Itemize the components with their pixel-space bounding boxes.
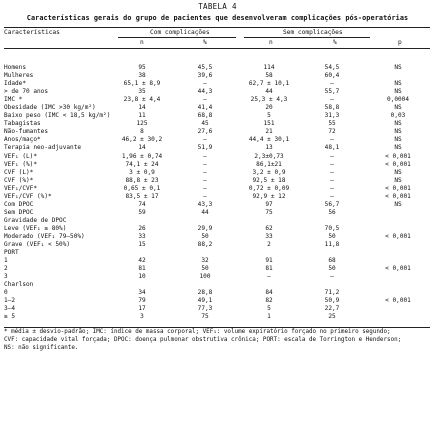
row-label-cell: CVF (%)*	[4, 176, 34, 184]
p-value-cell	[366, 209, 430, 217]
table-row	[4, 257, 430, 265]
p-value-cell: < 0,001	[385, 297, 411, 305]
row-label-cell: VEF₁ (L)*	[4, 152, 38, 160]
table-title: TABELA 4	[198, 2, 237, 11]
row-label-cell: Charlson	[4, 281, 34, 289]
n-with-cell: 42	[138, 257, 146, 265]
header-pct-with: %	[203, 39, 207, 46]
row-label-cell: Grave (VEF₁ < 50%)	[4, 241, 71, 249]
table-row	[4, 289, 430, 297]
n-without-cell: 92,5 ± 18	[252, 176, 286, 184]
n-with-cell: 95	[138, 64, 146, 71]
table-row	[4, 161, 430, 169]
row-label-cell: ≥ 5	[4, 313, 16, 321]
row-label-cell: 1–2	[4, 297, 16, 305]
with-complications-rule	[118, 37, 236, 38]
p-value-cell: < 0,001	[385, 152, 411, 160]
table-row	[4, 265, 430, 273]
table-row	[4, 297, 430, 305]
header-characteristic: Características	[4, 29, 60, 36]
pct-with-cell: –	[203, 152, 207, 160]
row-label-cell: Tabagistas	[4, 120, 41, 128]
pct-without-cell: –	[330, 136, 334, 144]
n-with-cell: 125	[136, 120, 148, 128]
pct-without-cell: –	[330, 184, 334, 192]
row-label-cell: Leve (VEF₁ ≥ 80%)	[4, 224, 67, 232]
row-label-cell: VEF₁ (%)*	[4, 160, 38, 168]
pct-with-cell: 77,3	[197, 305, 213, 313]
pct-without-cell: 50	[328, 265, 336, 273]
p-value-cell	[366, 249, 430, 257]
pct-with-cell: –	[203, 184, 207, 192]
footnote-3: NS: não significante.	[4, 345, 79, 351]
p-value-cell: < 0,001	[385, 184, 411, 192]
pct-with-cell: 28,8	[197, 289, 213, 297]
pct-with-cell: 88,2	[197, 241, 213, 249]
table-row	[4, 201, 430, 209]
table-subtitle: Características gerais do grupo de pacientes que desenvolveram complicações pós-operatórias	[26, 14, 409, 22]
header-with-complications: Com complicações	[150, 29, 210, 36]
pct-without-cell	[298, 249, 366, 257]
n-without-cell: 0,72 ± 0,09	[248, 184, 290, 192]
table-row	[4, 80, 430, 88]
pct-with-cell: 50	[201, 232, 209, 240]
row-label-cell: VEF₁/CVF (%)*	[4, 192, 52, 200]
table-row	[4, 177, 430, 185]
row-label-cell: VEF₁/CVF*	[4, 184, 38, 192]
n-with-cell: 79	[138, 297, 146, 305]
n-without-cell: 3,2 ± 0,9	[252, 168, 286, 176]
p-value-cell: NS	[394, 136, 402, 144]
pct-without-cell: 71,2	[324, 289, 340, 297]
table-row	[4, 104, 430, 112]
row-label-cell: Gravidade de DPOC	[4, 216, 67, 224]
row-label-cell: Anos/maço*	[4, 136, 41, 144]
n-without-cell: 62	[265, 224, 273, 232]
n-with-cell: 1,96 ± 0,74	[121, 152, 163, 160]
n-with-cell: 88,8 ± 23	[125, 176, 159, 184]
n-with-cell: 83,5 ± 17	[125, 192, 159, 200]
table-body	[4, 64, 430, 322]
n-with-cell: 14	[138, 104, 146, 112]
pct-with-cell: 100	[199, 273, 211, 281]
p-value-cell	[366, 241, 430, 249]
pct-with-cell: 27,6	[197, 128, 213, 136]
n-with-cell	[114, 217, 170, 225]
table-row	[4, 193, 430, 201]
p-value-cell	[366, 281, 430, 289]
p-value-cell	[366, 257, 430, 265]
pct-without-cell: 68	[328, 257, 336, 265]
p-value-cell	[366, 217, 430, 225]
n-with-cell: 23,8 ± 4,4	[123, 96, 161, 104]
pct-without-cell: 58,8	[324, 104, 340, 112]
header-rule	[4, 48, 430, 49]
table-row	[4, 185, 430, 193]
table-row	[4, 241, 430, 249]
n-without-cell: 92,9 ± 12	[252, 192, 286, 200]
pct-without-cell: –	[330, 192, 334, 200]
n-with-cell	[114, 281, 170, 289]
row-label-cell: > de 70 anos	[4, 88, 49, 96]
footnote-2: CVF: capacidade vital forçada; DPOC: doença pulmonar obstrutiva crônica; PORT: escala de Torrington e Henderson;	[4, 337, 402, 343]
p-value-cell: NS	[394, 200, 402, 208]
pct-without-cell: 56,7	[324, 200, 340, 208]
header-pct-without: %	[333, 39, 337, 46]
table-row	[4, 64, 430, 72]
table-row	[4, 144, 430, 152]
n-with-cell: 59	[138, 208, 146, 216]
table-row	[4, 112, 430, 120]
pct-without-cell: 50	[328, 232, 336, 240]
p-value-cell: < 0,001	[385, 192, 411, 200]
table-row	[4, 136, 430, 144]
n-with-cell: 3 ± 0,9	[129, 168, 155, 176]
n-with-cell	[114, 249, 170, 257]
n-with-cell: 14	[138, 144, 146, 152]
row-label-cell: Terapia neo-adjuvante	[4, 144, 82, 152]
n-without-cell: 62,7 ± 10,1	[248, 80, 290, 88]
n-without-cell: 1	[267, 313, 271, 321]
n-without-cell: 44	[265, 88, 273, 96]
table-row	[4, 313, 430, 321]
data-table	[4, 64, 430, 322]
table-row	[4, 153, 430, 161]
table-row	[4, 225, 430, 233]
n-with-cell: 74,1 ± 24	[125, 160, 159, 168]
pct-without-cell	[298, 281, 366, 289]
n-without-cell: 82	[265, 297, 273, 305]
pct-with-cell	[170, 217, 240, 225]
footnote-1: * média ± desvio-padrão; IMC: índice de massa corporal; VEF₁: volume expiratório forçado no primeiro segundo;	[4, 329, 391, 335]
p-value-cell: < 0,001	[385, 232, 411, 240]
pct-with-cell: 45,5	[197, 64, 213, 71]
n-without-cell: 91	[265, 257, 273, 265]
row-label-cell: Sem DPOC	[4, 208, 34, 216]
n-without-cell: 2	[267, 241, 271, 249]
p-value-cell: 0,0004	[386, 96, 409, 104]
pct-without-cell: 60,4	[324, 72, 340, 80]
without-complications-rule	[244, 37, 370, 38]
pct-with-cell: 29,9	[197, 224, 213, 232]
n-without-cell: 58	[265, 72, 273, 80]
n-with-cell: 35	[138, 88, 146, 96]
pct-with-cell: 45	[201, 120, 209, 128]
header-n-without: n	[269, 39, 273, 46]
pct-without-cell: 55,7	[324, 88, 340, 96]
n-with-cell: 74	[138, 200, 146, 208]
pct-with-cell: –	[203, 80, 207, 88]
p-value-cell: NS	[394, 88, 402, 96]
n-without-cell: 151	[263, 120, 275, 128]
n-with-cell: 8	[140, 128, 144, 136]
n-with-cell: 15	[138, 241, 146, 249]
n-without-cell: 44,4 ± 30,1	[248, 136, 290, 144]
p-value-cell	[366, 72, 430, 80]
n-without-cell: 5	[267, 305, 271, 313]
pct-without-cell: 56	[328, 208, 336, 216]
table-row	[4, 88, 430, 96]
pct-without-cell: 22,7	[324, 305, 340, 313]
pct-with-cell: 44,3	[197, 88, 213, 96]
n-with-cell: 65,1 ± 8,9	[123, 80, 161, 88]
row-label-cell: 0	[4, 289, 8, 297]
p-value-cell	[366, 305, 430, 313]
pct-with-cell: 51,9	[197, 144, 213, 152]
pct-without-cell: –	[330, 152, 334, 160]
table-row	[4, 273, 430, 281]
pct-with-cell: –	[203, 168, 207, 176]
n-with-cell: 46,2 ± 30,2	[121, 136, 163, 144]
row-label-cell: Com DPOC	[4, 200, 34, 208]
n-with-cell: 34	[138, 289, 146, 297]
pct-without-cell: 25	[328, 313, 336, 321]
pct-with-cell: 50	[201, 265, 209, 273]
row-label-cell: 3	[4, 273, 8, 281]
n-without-cell: 21	[265, 128, 273, 136]
p-value-cell: NS	[394, 176, 402, 184]
header-without-complications: Sem complicações	[283, 29, 343, 36]
n-without-cell: 75	[265, 208, 273, 216]
pct-with-cell: 68,8	[197, 112, 213, 120]
n-with-cell: 3	[140, 313, 144, 321]
p-value-cell: NS	[394, 128, 402, 136]
n-without-cell: 114	[263, 64, 275, 71]
n-without-cell: 5	[267, 112, 271, 120]
pct-with-cell: 32	[201, 257, 209, 265]
header-n-with: n	[140, 39, 144, 46]
row-label-cell: Mulheres	[4, 72, 34, 80]
n-with-cell: 81	[138, 265, 146, 273]
p-value-cell: NS	[394, 120, 402, 128]
pct-without-cell: –	[330, 80, 334, 88]
p-value-cell	[366, 289, 430, 297]
p-value-cell: 0,03	[390, 112, 406, 120]
table-row	[4, 209, 430, 217]
pct-with-cell: –	[203, 96, 207, 104]
pct-without-cell: 54,5	[324, 64, 340, 71]
n-with-cell: 10	[138, 273, 146, 281]
table-row	[4, 128, 430, 136]
row-label-cell: Obesidade (IMC >30 kg/m²)	[4, 104, 96, 112]
n-without-cell: 33	[265, 232, 273, 240]
table-row	[4, 305, 430, 313]
top-rule	[4, 27, 430, 28]
n-without-cell: 25,3 ± 4,3	[250, 96, 288, 104]
p-value-cell: NS	[394, 104, 402, 112]
pct-without-cell: 48,1	[324, 144, 340, 152]
pct-with-cell: –	[203, 136, 207, 144]
n-without-cell: 2,3±0,73	[254, 152, 284, 160]
table-row	[4, 281, 430, 289]
pct-without-cell: –	[330, 96, 334, 104]
pct-without-cell: 31,3	[324, 112, 340, 120]
row-label-cell: 1	[4, 257, 8, 265]
table-row	[4, 233, 430, 241]
row-label-cell: 3–4	[4, 305, 16, 313]
table-row	[4, 96, 430, 104]
pct-without-cell: 11,8	[324, 241, 340, 249]
pct-with-cell: 43,3	[197, 200, 213, 208]
pct-without-cell	[298, 217, 366, 225]
p-value-cell: < 0,001	[385, 160, 411, 168]
p-value-cell: NS	[394, 144, 402, 152]
table-row	[4, 249, 430, 257]
n-without-cell: –	[267, 273, 271, 281]
pct-with-cell	[170, 249, 240, 257]
p-value-cell: < 0,001	[385, 265, 411, 273]
table-row	[4, 72, 430, 80]
header-p: p	[398, 39, 402, 46]
row-label-cell: IMC *	[4, 96, 23, 104]
pct-without-cell: 70,5	[324, 224, 340, 232]
n-with-cell: 33	[138, 232, 146, 240]
row-label-cell: CVF (L)*	[4, 168, 34, 176]
pct-without-cell: –	[330, 160, 334, 168]
table-row	[4, 120, 430, 128]
row-label-cell: 2	[4, 265, 8, 273]
n-without-cell: 86,1±21	[256, 160, 282, 168]
n-without-cell: 81	[265, 265, 273, 273]
n-without-cell: 13	[265, 144, 273, 152]
n-without-cell: 84	[265, 289, 273, 297]
row-label-cell: PORT	[4, 249, 19, 257]
pct-with-cell: –	[203, 176, 207, 184]
pct-without-cell: 72	[328, 128, 336, 136]
n-with-cell: 38	[138, 72, 146, 80]
pct-without-cell: –	[330, 273, 334, 281]
p-value-cell: NS	[394, 80, 402, 88]
p-value-cell: NS	[394, 64, 402, 71]
pct-without-cell: –	[330, 176, 334, 184]
p-value-cell: NS	[394, 168, 402, 176]
pct-with-cell: 39,6	[197, 72, 213, 80]
pct-with-cell	[170, 281, 240, 289]
row-label-cell: Moderado (VEF₁ 79–50%)	[4, 232, 85, 240]
n-with-cell: 0,65 ± 0,1	[123, 184, 161, 192]
n-with-cell: 11	[138, 112, 146, 120]
n-with-cell: 17	[138, 305, 146, 313]
pct-without-cell: 55	[328, 120, 336, 128]
table-row	[4, 217, 430, 225]
pct-without-cell: 50,9	[324, 297, 340, 305]
n-with-cell: 26	[138, 224, 146, 232]
row-label-cell: Baixo peso (IMC < 18,5 kg/m²)	[4, 112, 111, 120]
row-label-cell: Homens	[4, 64, 27, 71]
pct-without-cell: –	[330, 168, 334, 176]
row-label-cell: Não-fumantes	[4, 128, 49, 136]
pct-with-cell: 41,4	[197, 104, 213, 112]
pct-with-cell: 75	[201, 313, 209, 321]
n-without-cell: 20	[265, 104, 273, 112]
table-row	[4, 169, 430, 177]
pct-with-cell: 49,1	[197, 297, 213, 305]
p-value-cell	[366, 225, 430, 233]
pct-with-cell: –	[203, 192, 207, 200]
n-without-cell	[240, 249, 298, 257]
p-value-cell	[366, 273, 430, 281]
n-without-cell	[240, 281, 298, 289]
p-value-cell	[366, 313, 430, 321]
n-without-cell	[240, 217, 298, 225]
row-label-cell: Idade*	[4, 80, 27, 88]
n-without-cell: 97	[265, 200, 273, 208]
pct-with-cell: –	[203, 160, 207, 168]
pct-with-cell: 44	[201, 208, 209, 216]
